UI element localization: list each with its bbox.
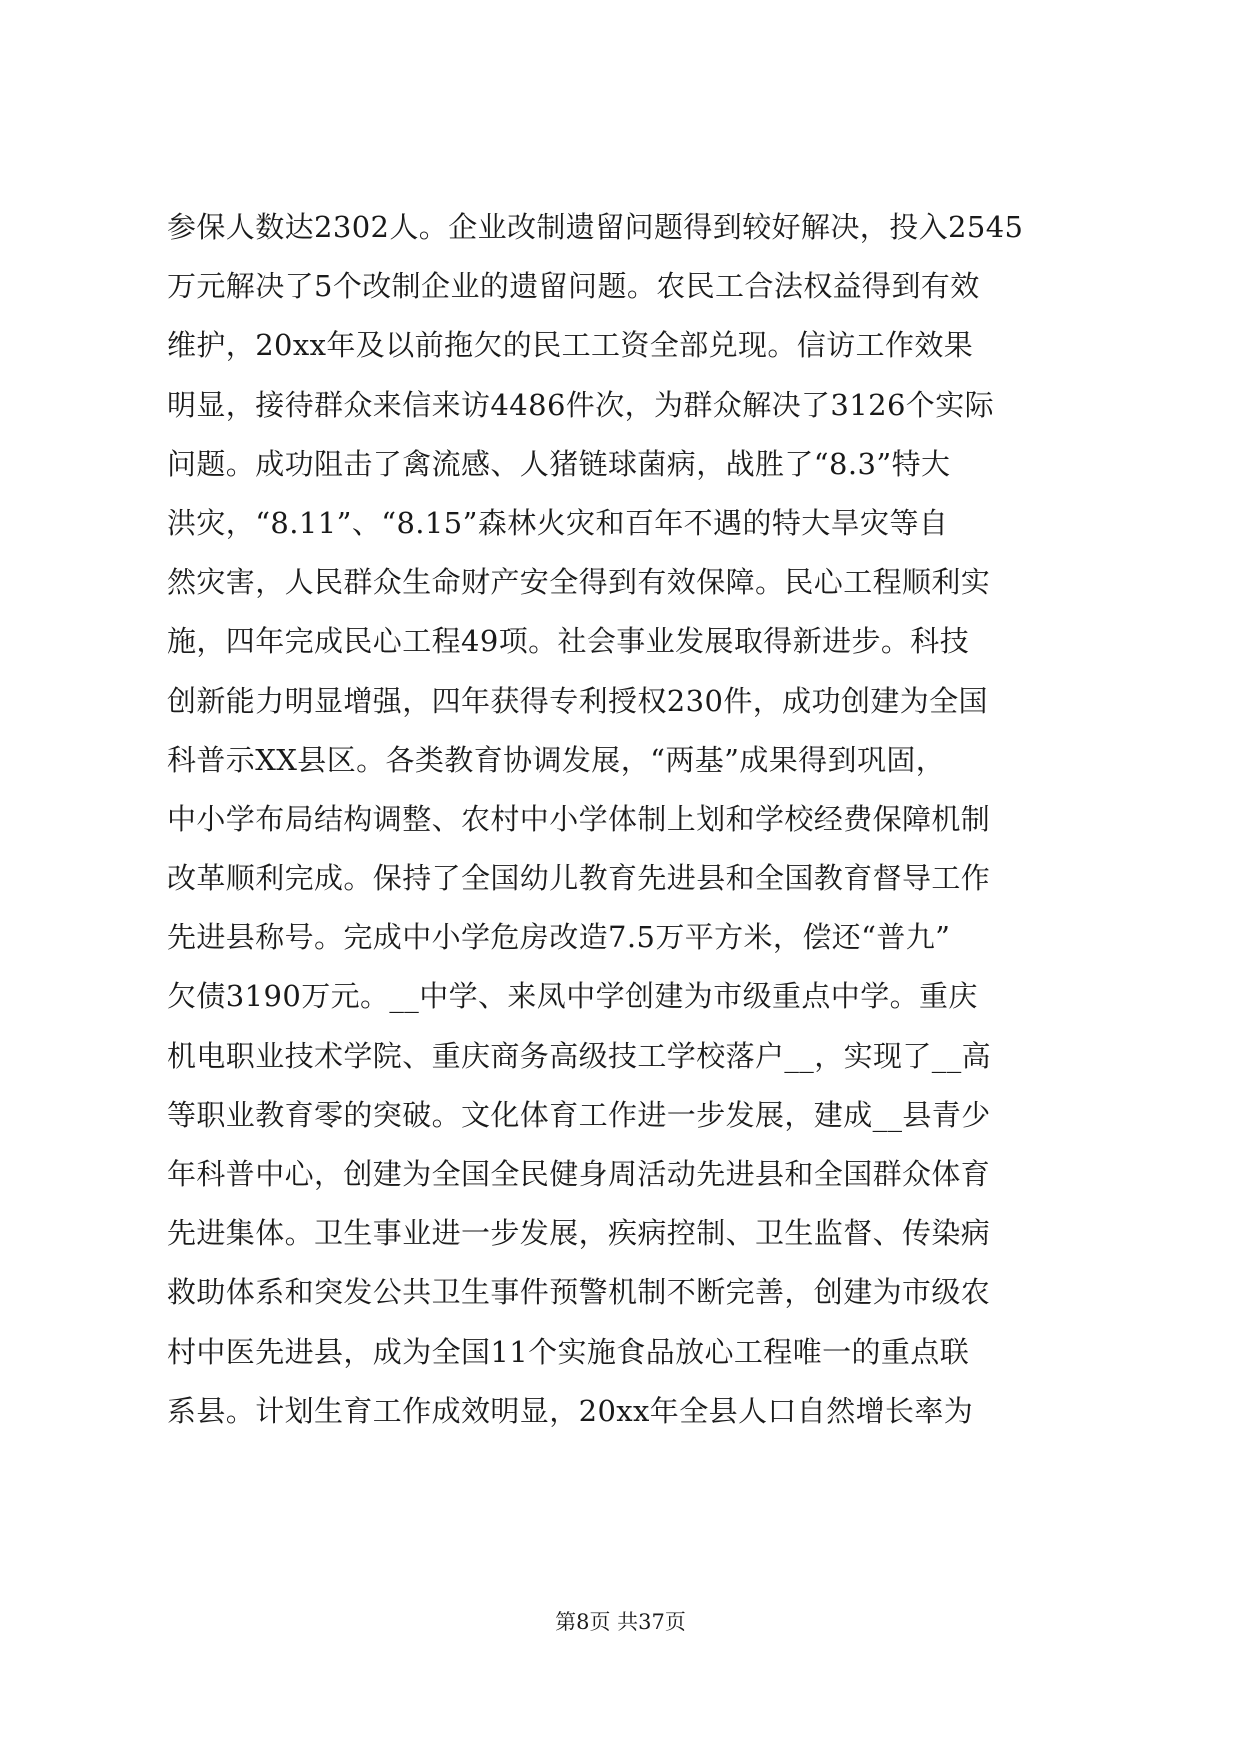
text-line: 先进县称号。完成中小学危房改造7.5万平方米，偿还“普九”: [167, 920, 951, 955]
text-line: 救助体系和突发公共卫生事件预警机制不断完善，创建为市级农: [167, 1275, 991, 1310]
text-line: 维护，20xx年及以前拖欠的民工工资全部兑现。信访工作效果: [167, 328, 974, 363]
text-line: 先进集体。卫生事业进一步发展，疾病控制、卫生监督、传染病: [167, 1216, 991, 1251]
text-line: 施，四年完成民心工程49项。社会事业发展取得新进步。科技: [167, 624, 970, 659]
page-footer: 第8页 共37页: [555, 1610, 686, 1634]
text-line: 问题。成功阻击了禽流感、人猪链球菌病，战胜了“8.3”特大: [167, 446, 951, 481]
text-line: 洪灾，“8.11”、“8.15”森林火灾和百年不遇的特大旱灾等自: [167, 505, 949, 540]
text-line: 机电职业技术学院、重庆商务高级技工学校落户__，实现了__高: [167, 1038, 992, 1073]
text-line: 等职业教育零的突破。文化体育工作进一步发展，建成__县青少: [167, 1097, 991, 1132]
text-line: 科普示XX县区。各类教育协调发展，“两基”成果得到巩固，: [167, 742, 946, 777]
text-line: 参保人数达2302人。企业改制遗留问题得到较好解决，投入2545: [167, 210, 1024, 244]
text-line: 创新能力明显增强，四年获得专利授权230件，成功创建为全国: [167, 683, 988, 718]
text-line: 改革顺利完成。保持了全国幼儿教育先进县和全国教育督导工作: [167, 861, 991, 896]
text-line: 系县。计划生育工作成效明显，20xx年全县人口自然增长率为: [167, 1393, 974, 1428]
text-line: 村中医先进县，成为全国11个实施食品放心工程唯一的重点联: [167, 1334, 970, 1369]
text-line: 年科普中心，创建为全国全民健身周活动先进县和全国群众体育: [167, 1157, 991, 1191]
text-line: 明显，接待群众来信来访4486件次，为群众解决了3126个实际: [167, 387, 995, 422]
text-line: 万元解决了5个改制企业的遗留问题。农民工合法权益得到有效: [167, 269, 980, 304]
text-line: 中小学布局结构调整、农村中小学体制上划和学校经费保障机制: [167, 801, 991, 836]
text-line: 然灾害，人民群众生命财产安全得到有效保障。民心工程顺利实: [167, 565, 991, 600]
body-text: [167, 198, 1087, 1441]
text-line: 欠债3190万元。__中学、来凤中学创建为市级重点中学。重庆: [167, 979, 978, 1014]
